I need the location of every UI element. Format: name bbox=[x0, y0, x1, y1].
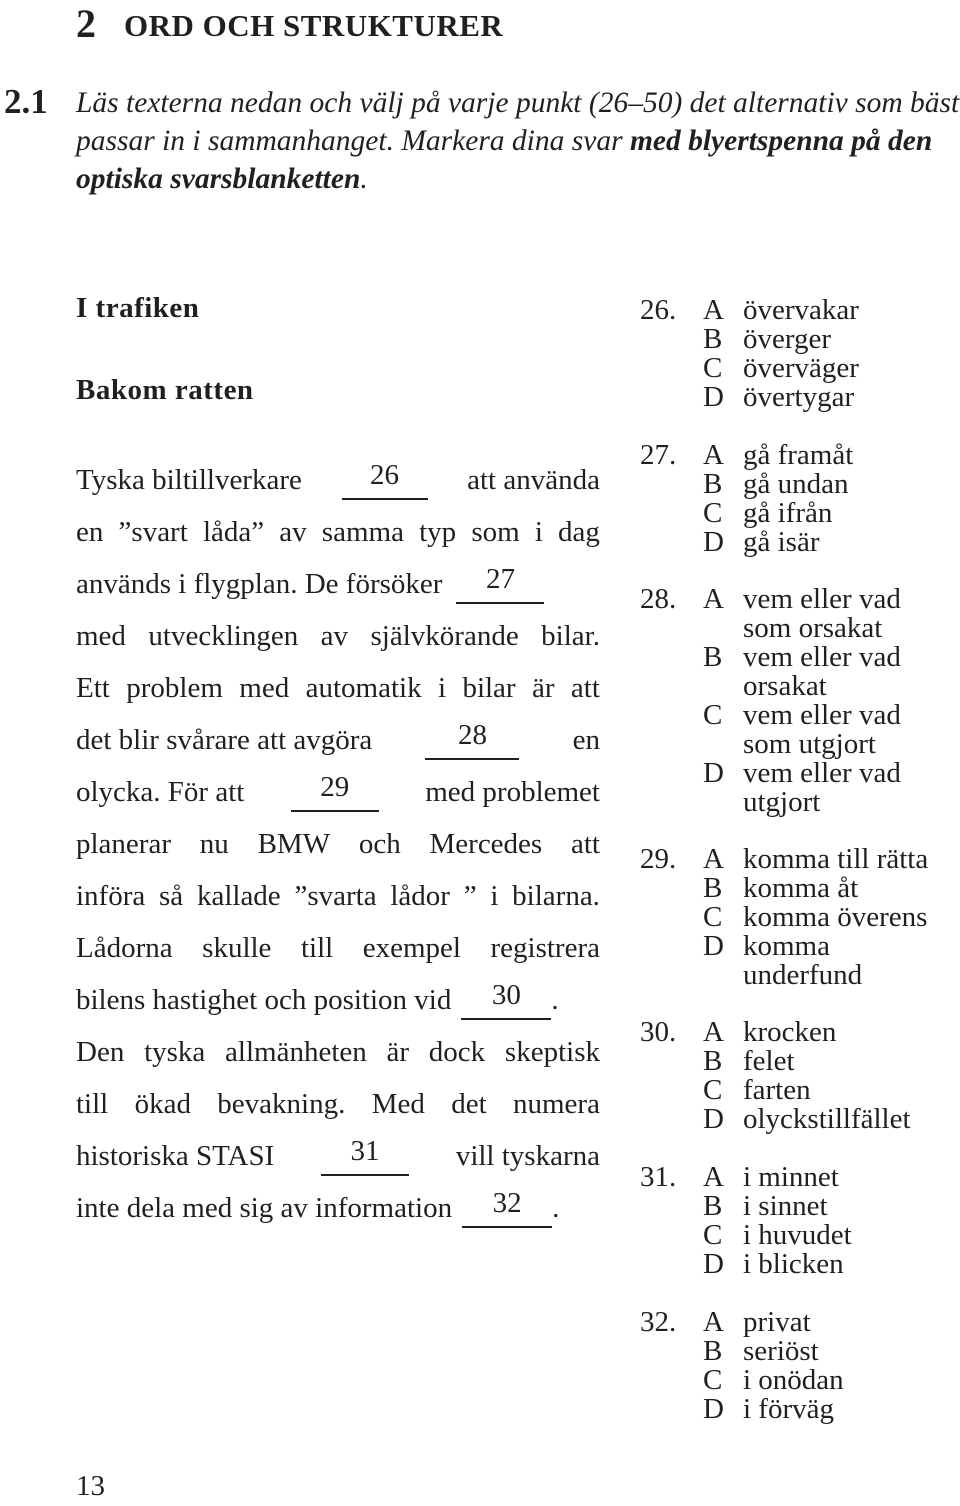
word: problem bbox=[126, 672, 223, 704]
option-text bbox=[743, 1018, 836, 1047]
option-text-line: övertygar bbox=[743, 381, 855, 413]
option-text-line: vem eller vad bbox=[743, 757, 901, 789]
word: det bbox=[451, 1088, 487, 1120]
option-text-line: underfund bbox=[743, 959, 863, 991]
blank-26: 26 bbox=[342, 460, 428, 500]
instructions bbox=[76, 84, 960, 198]
paragraph-line bbox=[76, 1136, 600, 1176]
word: som bbox=[471, 516, 520, 548]
paragraph-line bbox=[76, 980, 600, 1020]
option-text bbox=[743, 1105, 911, 1134]
option-text bbox=[743, 1192, 828, 1221]
option-text-line: i blicken bbox=[743, 1248, 844, 1280]
word: Mercedes bbox=[429, 828, 543, 860]
option-text bbox=[743, 1250, 844, 1279]
line-text: historiska STASI bbox=[76, 1140, 275, 1172]
section-number: 2 bbox=[76, 1, 96, 46]
word: ökad bbox=[134, 1088, 191, 1120]
blank-28: 28 bbox=[425, 720, 519, 760]
option-letter: C bbox=[703, 901, 723, 933]
word: låda” bbox=[202, 516, 265, 548]
paragraph-line bbox=[76, 1084, 600, 1124]
option-letter: B bbox=[703, 468, 723, 500]
word: ”svarta bbox=[294, 880, 377, 912]
question-number: 31. bbox=[640, 1161, 677, 1193]
paragraph-line bbox=[76, 460, 600, 500]
paragraph-line bbox=[76, 512, 600, 552]
option-text-line: i onödan bbox=[743, 1364, 844, 1396]
word: Ett bbox=[76, 672, 110, 704]
option-letter: C bbox=[703, 497, 723, 529]
line-period: . bbox=[552, 1192, 560, 1224]
instruction-text: Läs texterna nedan och välj på varje punkt (26–50) det alternativ som bäst passar in i sammanhanget. Markera dina svar bbox=[76, 87, 960, 157]
word: skeptisk bbox=[504, 1036, 600, 1068]
word: med bbox=[76, 620, 126, 652]
instruction-bold: med blyertspenna på den optiska svarsblanketten bbox=[76, 125, 933, 195]
line-text-after: med problemet bbox=[425, 776, 600, 808]
option-text bbox=[743, 441, 853, 470]
option-text bbox=[743, 1366, 844, 1395]
option-letter: D bbox=[703, 1248, 724, 1280]
option-text-line: komma åt bbox=[743, 872, 859, 904]
option-letter: D bbox=[703, 1393, 724, 1425]
line-text: används i flygplan. De försöker bbox=[76, 568, 443, 600]
word: nu bbox=[199, 828, 229, 860]
line-text: Tyska biltillverkare bbox=[76, 464, 302, 496]
paragraph-line bbox=[76, 772, 600, 812]
option-text bbox=[743, 1395, 834, 1424]
word: är bbox=[386, 1036, 410, 1068]
word: införa bbox=[76, 880, 146, 912]
option-text-line: felet bbox=[743, 1045, 795, 1077]
word: att bbox=[571, 828, 600, 860]
text-title: I trafiken bbox=[76, 292, 200, 324]
option-text bbox=[743, 1221, 852, 1250]
word: till bbox=[300, 932, 334, 964]
option-letter: A bbox=[703, 583, 724, 615]
word: i bbox=[534, 516, 543, 548]
word: är bbox=[531, 672, 555, 704]
option-letter: C bbox=[703, 352, 723, 384]
option-text-line: vem eller vad bbox=[743, 699, 901, 731]
word: planerar bbox=[76, 828, 171, 860]
word: Med bbox=[371, 1088, 425, 1120]
option-letter: A bbox=[703, 1161, 724, 1193]
option-letter: D bbox=[703, 757, 724, 789]
word: att bbox=[570, 672, 600, 704]
word: bevakning. bbox=[217, 1088, 346, 1120]
word: kallade bbox=[196, 880, 281, 912]
paragraph-line bbox=[76, 824, 600, 864]
subsection-number: 2.1 bbox=[4, 82, 48, 121]
question-number: 26. bbox=[640, 294, 677, 326]
word: till bbox=[76, 1088, 109, 1120]
option-letter: B bbox=[703, 1190, 723, 1222]
line-text: bilens hastighet och position vid bbox=[76, 984, 452, 1016]
line-text: det blir svårare att avgöra bbox=[76, 724, 373, 756]
option-text bbox=[743, 874, 858, 903]
word: tyska bbox=[144, 1036, 206, 1068]
option-letter: D bbox=[703, 930, 724, 962]
paragraph-line bbox=[76, 876, 600, 916]
option-text-line: övervakar bbox=[743, 294, 859, 326]
paragraph-line bbox=[76, 720, 600, 760]
word: en bbox=[76, 516, 104, 548]
blank-31: 31 bbox=[321, 1136, 409, 1176]
option-text bbox=[743, 296, 859, 325]
paragraph-line bbox=[76, 1032, 600, 1072]
option-text bbox=[743, 845, 928, 874]
instruction-end: . bbox=[360, 163, 368, 195]
option-text bbox=[743, 354, 859, 383]
word: dag bbox=[558, 516, 600, 548]
option-text bbox=[743, 701, 901, 759]
option-letter: D bbox=[703, 526, 724, 558]
option-text bbox=[743, 383, 854, 412]
option-text bbox=[743, 325, 831, 354]
line-text-after: en bbox=[572, 724, 600, 756]
option-text bbox=[743, 1076, 811, 1105]
option-text-line: i sinnet bbox=[743, 1190, 828, 1222]
word: självkörande bbox=[370, 620, 519, 652]
option-text bbox=[743, 1337, 819, 1366]
option-letter: C bbox=[703, 1364, 723, 1396]
paragraph-line bbox=[76, 616, 600, 656]
option-text-line: komma till rätta bbox=[743, 843, 929, 875]
option-letter: C bbox=[703, 1074, 723, 1106]
word: så bbox=[159, 880, 184, 912]
option-text-line: i huvudet bbox=[743, 1219, 852, 1251]
option-text-line: gå framåt bbox=[743, 439, 854, 471]
option-text bbox=[743, 1163, 839, 1192]
option-text-line: komma bbox=[743, 930, 830, 962]
word: allmänheten bbox=[225, 1036, 367, 1068]
option-text-line: i förväg bbox=[743, 1393, 834, 1425]
option-text-line: privat bbox=[743, 1306, 811, 1338]
option-letter: A bbox=[703, 439, 724, 471]
word: registrera bbox=[490, 932, 600, 964]
option-letter: D bbox=[703, 381, 724, 413]
option-letter: B bbox=[703, 1335, 723, 1367]
option-text-line: vem eller vad bbox=[743, 583, 901, 615]
word: bilar. bbox=[541, 620, 600, 652]
option-text-line: gå isär bbox=[743, 526, 820, 558]
option-text bbox=[743, 643, 901, 701]
section-title: ORD OCH STRUKTURER bbox=[124, 8, 504, 43]
option-letter: B bbox=[703, 323, 723, 355]
blank-27: 27 bbox=[456, 564, 544, 604]
paragraph-line bbox=[76, 564, 600, 604]
option-text-line: i minnet bbox=[743, 1161, 839, 1193]
option-text bbox=[743, 499, 832, 528]
option-text-line: som utgjort bbox=[743, 728, 876, 760]
line-text: olycka. För att bbox=[76, 776, 245, 808]
word: automatik bbox=[305, 672, 422, 704]
word: i bbox=[437, 672, 447, 704]
option-text bbox=[743, 1308, 811, 1337]
option-text bbox=[743, 585, 901, 643]
question-number: 29. bbox=[640, 843, 677, 875]
word: Lådorna bbox=[76, 932, 173, 964]
word: med bbox=[239, 672, 290, 704]
option-text-line: utgjort bbox=[743, 786, 821, 818]
option-text bbox=[743, 932, 862, 990]
word: och bbox=[358, 828, 401, 860]
word: exempel bbox=[362, 932, 461, 964]
page-number: 13 bbox=[76, 1470, 105, 1502]
option-letter: A bbox=[703, 843, 724, 875]
word: av bbox=[320, 620, 349, 652]
word: dock bbox=[428, 1036, 486, 1068]
word: ”svart bbox=[118, 516, 188, 548]
paragraph-line bbox=[76, 928, 600, 968]
option-letter: C bbox=[703, 1219, 723, 1251]
word: typ bbox=[419, 516, 457, 548]
word: samma bbox=[321, 516, 404, 548]
option-text bbox=[743, 1047, 795, 1076]
line-period: . bbox=[551, 984, 559, 1016]
option-text-line: olyckstillfället bbox=[743, 1103, 911, 1135]
option-text-line: komma överens bbox=[743, 901, 928, 933]
word: BMW bbox=[257, 828, 331, 860]
option-letter: A bbox=[703, 1306, 724, 1338]
word: ” bbox=[463, 880, 477, 912]
option-letter: C bbox=[703, 699, 723, 731]
option-letter: B bbox=[703, 641, 723, 673]
question-number: 32. bbox=[640, 1306, 677, 1338]
option-text-line: orsakat bbox=[743, 670, 827, 702]
option-letter: A bbox=[703, 1016, 724, 1048]
paragraph-line bbox=[76, 668, 600, 708]
word: Den bbox=[76, 1036, 125, 1068]
blank-32: 32 bbox=[462, 1188, 552, 1228]
word: lådor bbox=[390, 880, 450, 912]
option-text-line: som orsakat bbox=[743, 612, 883, 644]
option-text bbox=[743, 903, 927, 932]
paragraph-line bbox=[76, 1188, 600, 1228]
question-number: 28. bbox=[640, 583, 677, 615]
word: bilar bbox=[462, 672, 516, 704]
option-letter: A bbox=[703, 294, 724, 326]
word: bilarna. bbox=[512, 880, 600, 912]
option-letter: B bbox=[703, 1045, 723, 1077]
line-text: inte dela med sig av information bbox=[76, 1192, 453, 1224]
question-number: 27. bbox=[640, 439, 677, 471]
option-text bbox=[743, 759, 901, 817]
option-text-line: krocken bbox=[743, 1016, 837, 1048]
option-text-line: vem eller vad bbox=[743, 641, 901, 673]
option-letter: B bbox=[703, 872, 723, 904]
word: i bbox=[490, 880, 499, 912]
question-number: 30. bbox=[640, 1016, 677, 1048]
word: numera bbox=[513, 1088, 600, 1120]
option-text bbox=[743, 528, 820, 557]
text-subtitle: Bakom ratten bbox=[76, 374, 254, 406]
word: skulle bbox=[202, 932, 272, 964]
blank-30: 30 bbox=[461, 980, 551, 1020]
option-text-line: gå undan bbox=[743, 468, 849, 500]
line-text-after: att använda bbox=[467, 464, 600, 496]
word: av bbox=[279, 516, 307, 548]
option-letter: D bbox=[703, 1103, 724, 1135]
option-text-line: seriöst bbox=[743, 1335, 819, 1367]
option-text-line: farten bbox=[743, 1074, 811, 1106]
word: utvecklingen bbox=[148, 620, 299, 652]
option-text bbox=[743, 470, 849, 499]
option-text-line: överger bbox=[743, 323, 832, 355]
option-text-line: överväger bbox=[743, 352, 859, 384]
line-text-after: vill tyskarna bbox=[455, 1140, 600, 1172]
blank-29: 29 bbox=[291, 772, 379, 812]
option-text-line: gå ifrån bbox=[743, 497, 833, 529]
